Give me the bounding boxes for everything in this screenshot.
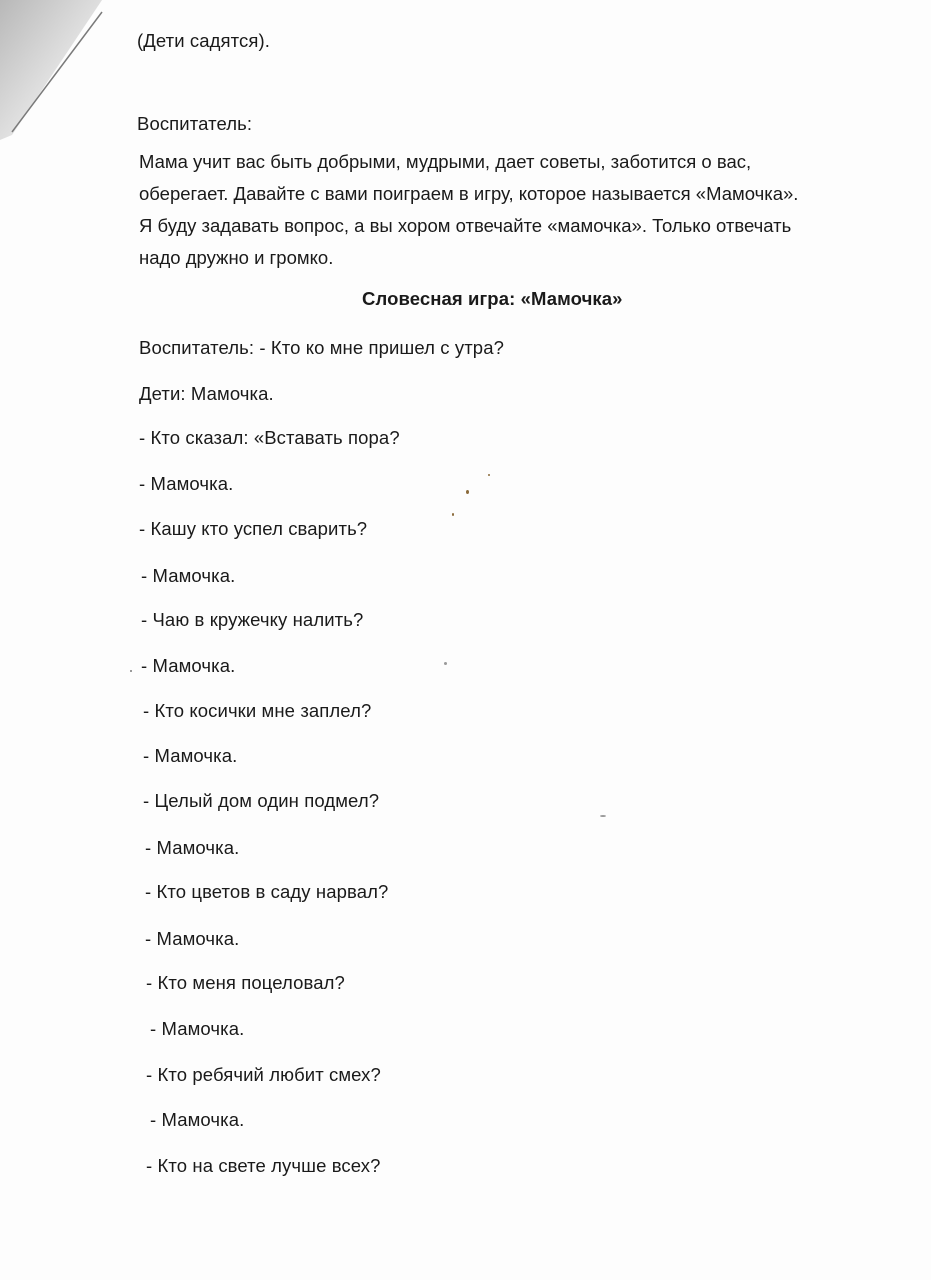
dialogue-line: - Мамочка.	[145, 837, 240, 858]
scan-speck	[452, 513, 454, 516]
scan-speck	[600, 815, 606, 817]
dialogue-line: - Мамочка.	[139, 473, 234, 494]
game-heading: Словесная игра: «Мамочка»	[362, 288, 623, 309]
dialogue-line: - Мамочка.	[141, 655, 236, 676]
scan-speck	[488, 474, 490, 476]
dialogue-line: - Чаю в кружечку налить?	[141, 609, 364, 630]
dialogue-line: - Мамочка.	[150, 1109, 245, 1130]
intro-line: (Дети садятся).	[137, 30, 270, 51]
paragraph-line: оберегает. Давайте с вами поиграем в игру, которое называется «Мамочка».	[139, 183, 799, 204]
paragraph-line: Мама учит вас быть добрыми, мудрыми, дает советы, заботится о вас,	[139, 151, 752, 172]
dialogue-line: - Кто меня поцеловал?	[146, 972, 345, 993]
dialogue-line: - Мамочка.	[145, 928, 240, 949]
scan-speck	[444, 662, 447, 665]
folded-corner-shadow	[0, 0, 110, 140]
scan-speck	[130, 670, 132, 672]
dialogue-line: - Кашу кто успел сварить?	[139, 518, 368, 539]
paragraph-line: Я буду задавать вопрос, а вы хором отвечайте «мамочка». Только отвечать	[139, 215, 792, 236]
speaker-label: Воспитатель:	[137, 113, 253, 134]
intro-paragraph	[139, 146, 839, 274]
dialogue-line: - Мамочка.	[150, 1018, 245, 1039]
dialogue-line: - Целый дом один подмел?	[143, 790, 380, 811]
dialogue-line: Воспитатель: - Кто ко мне пришел с утра?	[139, 337, 504, 358]
scan-speck	[466, 490, 469, 494]
dialogue-line: - Кто косички мне заплел?	[143, 700, 372, 721]
paragraph-line: надо дружно и громко.	[139, 247, 334, 268]
dialogue-line: - Кто цветов в саду нарвал?	[145, 881, 389, 902]
dialogue-line: - Мамочка.	[143, 745, 238, 766]
dialogue-line: - Кто ребячий любит смех?	[146, 1064, 381, 1085]
dialogue-line: - Кто сказал: «Вставать пора?	[139, 427, 400, 448]
dialogue-line: - Мамочка.	[141, 565, 236, 586]
dialogue-line: - Кто на свете лучше всех?	[146, 1155, 381, 1176]
dialogue-line: Дети: Мамочка.	[139, 383, 274, 404]
